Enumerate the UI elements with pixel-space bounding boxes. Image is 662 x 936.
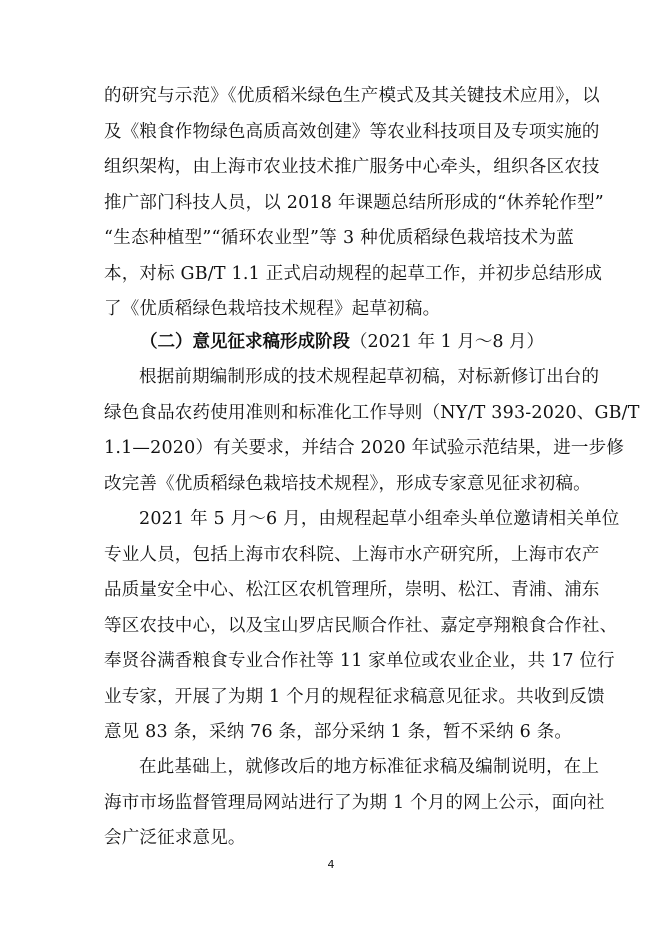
text-line: 在此基础上，就修改后的地方标准征求稿及编制说明，在上 <box>139 757 600 777</box>
text-line: 奉贤谷满香粮食专业合作社等 11 家单位或农业企业，共 17 位行 <box>104 651 615 671</box>
text-line: 推广部门科技人员，以 2018 年课题总结所形成的“休养轮作型” <box>104 192 604 213</box>
text-line: 改完善《优质稻绿色栽培技术规程》，形成专家意见征求初稿。 <box>104 473 591 494</box>
text-line: 1.1—2020）有关要求，并结合 2020 年试验示范结果，进一步修 <box>104 438 625 458</box>
section-heading <box>140 325 544 360</box>
text-line: 品质量安全中心、松江区农机管理所，崇明、松江、青浦、浦东 <box>104 580 600 600</box>
paragraph-4 <box>104 750 605 857</box>
text-line: 意见 83 条，采纳 76 条，部分采纳 1 条，暂不采纳 6 条。 <box>104 722 573 742</box>
text-line: 组织架构，由上海市农业技术推广服务中心牵头，组织各区农技 <box>104 157 600 177</box>
text-line: 本，对标 GB/T 1.1 正式启动规程的起草工作，并初步总结形成 <box>104 263 603 284</box>
text-line: 海市市场监督管理局网站进行了为期 1 个月的网上公示，面向社 <box>104 792 605 813</box>
text-line: 及《粮食作物绿色高质高效创建》等农业科技项目及专项实施的 <box>104 121 600 142</box>
text-line: 了《优质稻绿色栽培技术规程》起草初稿。 <box>104 299 441 319</box>
paragraph-1 <box>104 79 604 328</box>
paragraph-2 <box>104 360 640 502</box>
page-number: 4 <box>327 858 335 871</box>
text-line: 根据前期编制形成的技术规程起草初稿，对标新修订出台的 <box>139 367 600 387</box>
section-heading-period: （2021 年 1 月～8 月） <box>350 332 545 352</box>
text-line: 会广泛征求意见。 <box>104 828 246 848</box>
text-line: 的研究与示范》《优质稻米绿色生产模式及其关键技术应用》，以 <box>104 86 600 106</box>
text-line: 专业人员，包括上海市农科院、上海市水产研究所，上海市农产 <box>104 544 600 565</box>
text-line: 绿色食品农药使用准则和标准化工作导则（NY/T 393-2020、GB/T <box>104 402 640 423</box>
paragraph-3 <box>104 502 620 751</box>
text-line: 业专家，开展了为期 1 个月的规程征求稿意见征求。共收到反馈 <box>104 686 605 707</box>
text-line: 2021 年 5 月～6 月，由规程起草小组牵头单位邀请相关单位 <box>139 509 620 529</box>
section-heading-title: （二）意见征求稿形成阶段 <box>140 332 350 352</box>
text-line: 等区农技中心，以及宝山罗店民顺合作社、嘉定亭翔粮食合作社、 <box>104 615 618 636</box>
text-line: “生态种植型”“循环农业型”等 3 种优质稻绿色栽培技术为蓝 <box>104 228 574 248</box>
